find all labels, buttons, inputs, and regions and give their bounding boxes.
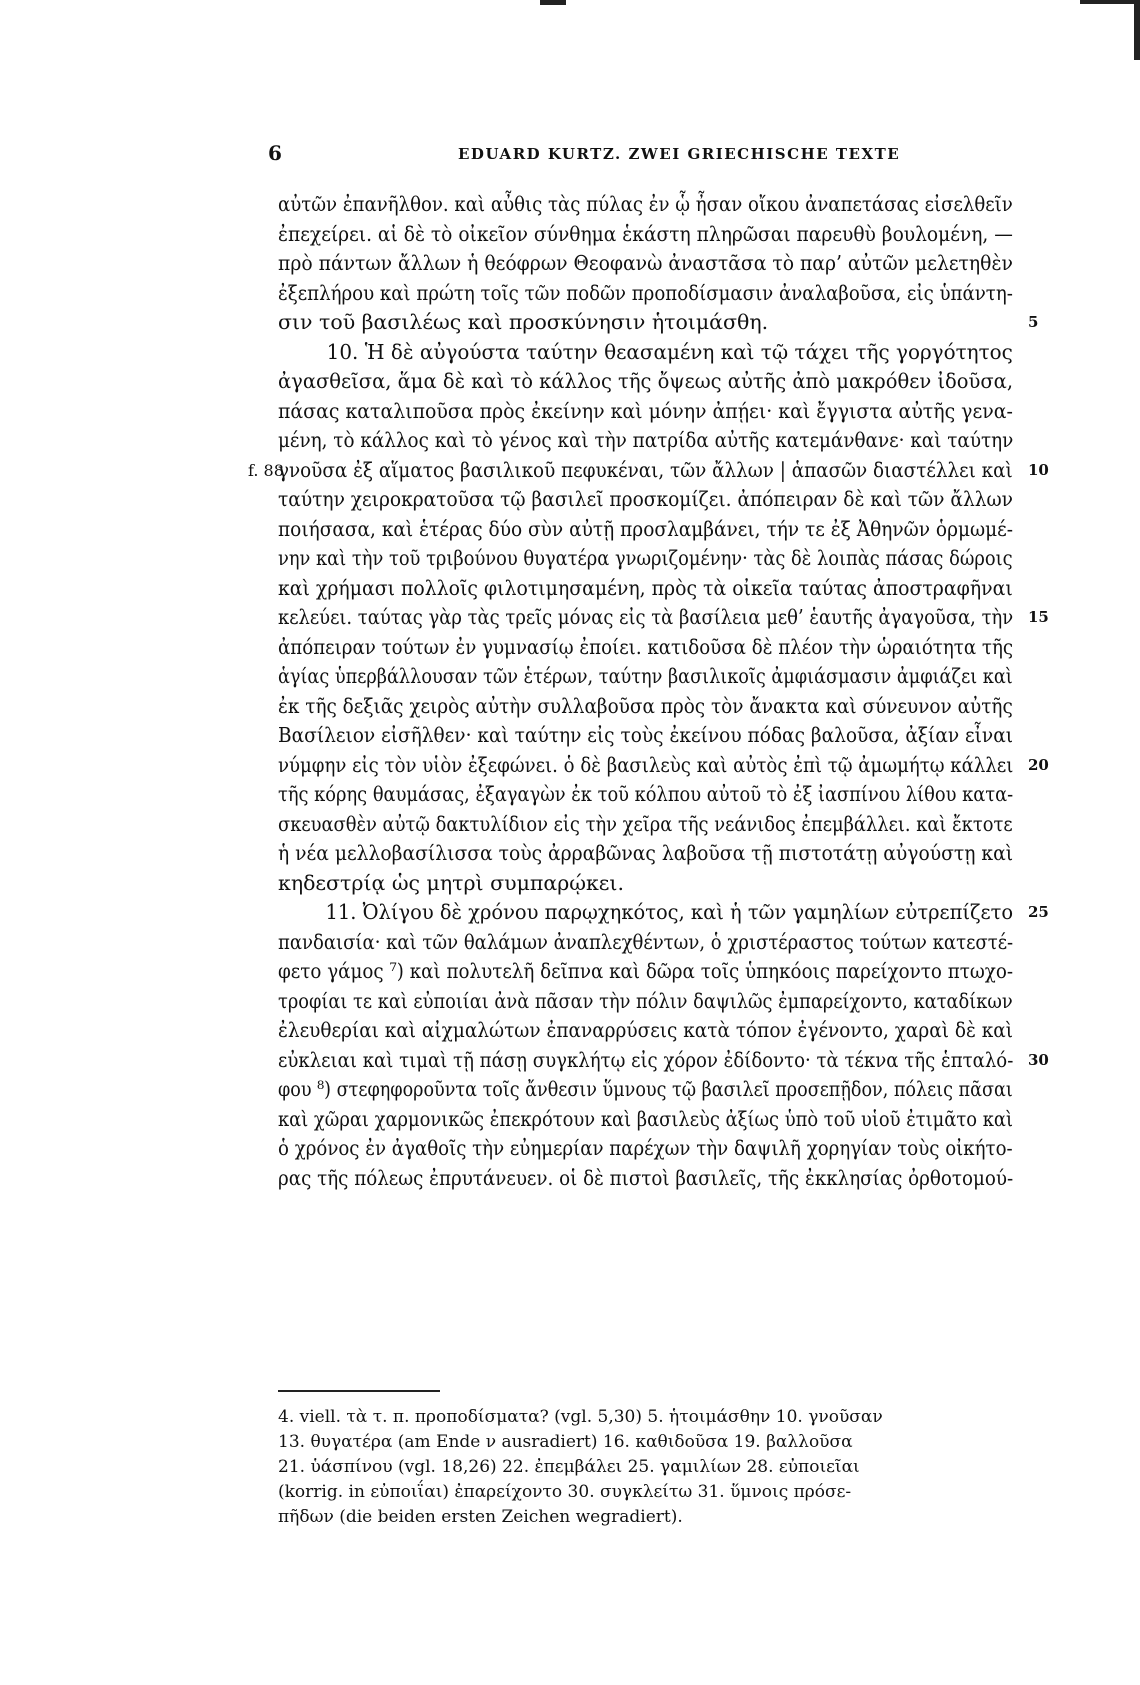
footnote-line xyxy=(278,1505,1028,1530)
top-edge-mark xyxy=(540,0,566,5)
text-line xyxy=(278,1046,1049,1076)
line-text: ταύτην χειροκρατοῦσα τῷ βασιλεῖ προσκομίζει. ἀπόπειραν δὲ καὶ τῶν ἄλλων xyxy=(278,487,1013,511)
line-number: 30 xyxy=(1028,1050,1049,1069)
footnote-text: 13. θυγατέρα (am Ende ν ausradiert) 16. καθιδοῦσα 19. βαλλοῦσα xyxy=(278,1432,853,1452)
running-head: EDUARD KURTZ. ZWEI GRIECHISCHE TEXTE xyxy=(458,145,901,163)
footnotes xyxy=(278,1405,1028,1530)
text-line xyxy=(278,987,1028,1017)
text-line xyxy=(278,544,1028,574)
footnote-divider xyxy=(278,1390,440,1392)
text-line xyxy=(278,810,1028,840)
footnote-line xyxy=(278,1480,1028,1505)
line-text: ἡ νέα μελλοβασίλισσα τοὺς ἀρραβῶνας λαβοῦσα τῇ πιστοτάτῃ αὐγούστῃ καὶ xyxy=(278,841,1014,865)
line-text: σιν τοῦ βασιλέως καὶ προσκύνησιν ἡτοιμάσθη. xyxy=(278,310,769,334)
footnote-line xyxy=(278,1430,1028,1455)
footnote-text: (korrig. in εὐποιΐαι) ἐπαρείχοντο 30. συγκλείτω 31. ὕμνοις πρόσε- xyxy=(278,1482,852,1502)
line-text: πρὸ πάντων ἄλλων ἡ θεόφρων Θεοφανὼ ἀναστᾶσα τὸ παρ’ αὐτῶν μελετηθὲν xyxy=(278,251,1013,275)
text-line xyxy=(278,662,1028,692)
text-line xyxy=(278,485,1028,515)
line-number: 10 xyxy=(1028,460,1049,479)
line-text: ποιήσασα, καὶ ἑτέρας δύο σὺν αὐτῇ προσλαμβάνει, τήν τε ἐξ Ἀθηνῶν ὁρμωμέ- xyxy=(278,516,1014,541)
text-line xyxy=(278,1105,1028,1135)
text-line xyxy=(278,957,1028,987)
text-line xyxy=(278,1134,1028,1164)
text-line xyxy=(278,279,1028,309)
text-line xyxy=(278,249,1028,279)
text-line xyxy=(278,338,1028,368)
page-header xyxy=(268,141,1028,167)
text-line xyxy=(278,721,1028,751)
text-line xyxy=(278,603,1049,633)
line-text: ἐπεχείρει. αἱ δὲ τὸ οἰκεῖον σύνθημα ἑκάστη πληρῶσαι παρευθὺ βουλομένη, — xyxy=(278,221,1013,246)
text-line xyxy=(278,780,1028,810)
line-text: νύμφην εἰς τὸν υἱὸν ἐξεφώνει. ὁ δὲ βασιλεὺς καὶ αὐτὸς ἐπὶ τῷ ἀμωμήτῳ κάλλει xyxy=(278,752,1014,777)
line-text: τροφίαι τε καὶ εὐποιίαι ἀνὰ πᾶσαν τὴν πόλιν δαψιλῶς ἐμπαρείχοντο, καταδίκων xyxy=(278,988,1013,1013)
line-text: ἀγασθεῖσα, ἅμα δὲ καὶ τὸ κάλλος τῆς ὄψεως αὐτῆς ἀπὸ μακρόθεν ἰδοῦσα, xyxy=(278,369,1014,393)
scan-corner-mark-horizontal xyxy=(1080,0,1140,4)
line-text: ἐκ τῆς δεξιᾶς χειρὸς αὐτὴν συλλαβοῦσα πρὸς τὸν ἄνακτα καὶ σύνευνον αὐτῆς xyxy=(278,693,1013,718)
line-text: ἐλευθερίαι καὶ αἰχμαλώτων ἐπαναρρύσεις κατὰ τόπον ἐγένοντο, χαραὶ δὲ καὶ xyxy=(278,1018,1013,1042)
line-text: πανδαισία· καὶ τῶν θαλάμων ἀναπλεχθέντων, ὁ χριστέραστος τούτων κατεστέ- xyxy=(278,929,1014,954)
text-line xyxy=(278,633,1028,663)
line-text: Βασίλειον εἰσῆλθεν· καὶ ταύτην εἰς τοὺς ἐκείνου πόδας βαλοῦσα, ἀξίαν εἶναι xyxy=(278,723,1014,747)
text-line xyxy=(278,869,1028,899)
folio-margin-note: f. 88 xyxy=(248,460,284,480)
line-text: 11. Ὀλίγου δὲ χρόνου παρῳχηκότος, καὶ ἡ τῶν γαμηλίων εὐτρεπίζετο xyxy=(325,900,1014,924)
page-number: 6 xyxy=(268,141,282,165)
text-line xyxy=(248,456,1049,486)
text-line xyxy=(278,426,1028,456)
text-line xyxy=(278,574,1028,604)
line-text: φου ⁸) στεφηφοροῦντα τοῖς ἄνθεσιν ὕμνους τῷ βασιλεῖ προσεπῇδον, πόλεις πᾶσαι xyxy=(278,1077,1013,1101)
line-number: 20 xyxy=(1028,755,1049,774)
text-line xyxy=(278,190,1028,220)
text-line xyxy=(278,898,1049,928)
text-line xyxy=(278,367,1028,397)
footnote-line xyxy=(278,1405,1028,1430)
line-text: καὶ χρήμασι πολλοῖς φιλοτιμησαμένη, πρὸς τὰ οἰκεῖα ταύτας ἀποστραφῆναι xyxy=(278,575,1013,600)
line-text: εὐκλειαι καὶ τιμαὶ τῇ πάσῃ συγκλήτῳ εἰς χόρον ἐδίδοντο· τὰ τέκνα τῆς ἑπταλό- xyxy=(278,1047,1014,1072)
line-text: ρας τῆς πόλεως ἐπρυτάνευεν. οἱ δὲ πιστοὶ βασιλεῖς, τῆς ἐκκλησίας ὀρθοτομού- xyxy=(278,1165,1014,1190)
line-number: 15 xyxy=(1028,608,1049,626)
line-text: τῆς κόρης θαυμάσας, ἐξαγαγὼν ἐκ τοῦ κόλπου αὐτοῦ τὸ ἐξ ἰασπίνου λίθου κατα- xyxy=(278,782,1014,806)
line-text: φετο γάμος ⁷) καὶ πολυτελῆ δεῖπνα καὶ δῶρα τοῖς ὑπηκόοις παρείχοντο πτωχο- xyxy=(278,959,1014,983)
text-line xyxy=(278,928,1028,958)
line-text: κελεύει. ταύτας γὰρ τὰς τρεῖς μόνας εἰς τὰ βασίλεια μεθ’ ἑαυτῆς ἀγαγοῦσα, τὴν xyxy=(278,605,1014,629)
line-text: σκευασθὲν αὐτῷ δακτυλίδιον εἰς τὴν χεῖρα τῆς νεάνιδος ἐπεμβάλλει. καὶ ἔκτοτε xyxy=(278,811,1013,836)
line-text: καὶ χῶραι χαρμονικῶς ἐπεκρότουν καὶ βασιλεὺς ἀξίως ὑπὸ τοῦ υἱοῦ ἐτιμᾶτο καὶ xyxy=(278,1106,1013,1131)
footnote-line xyxy=(278,1455,1028,1480)
line-number: 5 xyxy=(1028,313,1039,331)
line-text: αὐτῶν ἐπανῆλθον. καὶ αὖθις τὰς πύλας ἐν ᾧ ἦσαν οἴκου ἀναπετάσας εἰσελθεῖν xyxy=(278,192,1013,216)
main-text xyxy=(248,190,1049,1193)
footnote-text: 21. ὑάσπίνου (vgl. 18,26) 22. ἐπεμβάλει 25. γαμιλίων 28. εὐποιεῖαι xyxy=(278,1457,860,1477)
line-text: ὁ χρόνος ἐν ἀγαθοῖς τὴν εὐημερίαν παρέχων τὴν δαψιλῆ χορηγίαν τοὺς οἰκήτο- xyxy=(278,1136,1013,1160)
footnote-text: πῆδων (die beiden ersten Zeichen wegradiert). xyxy=(278,1507,683,1527)
text-line xyxy=(278,220,1028,250)
line-text: ἁγίας ὑπερβάλλουσαν τῶν ἑτέρων, ταύτην βασιλικοῖς ἀμφιάσμασιν ἀμφιάζει καὶ xyxy=(278,664,1013,688)
text-line xyxy=(278,1164,1028,1194)
line-text: πάσας καταλιποῦσα πρὸς ἐκείνην καὶ μόνην ἀπῄει· καὶ ἔγγιστα αὐτῆς γενα- xyxy=(278,398,1013,423)
text-line xyxy=(278,1016,1028,1046)
text-line xyxy=(278,515,1028,545)
text-line xyxy=(278,308,1039,338)
text-line xyxy=(278,692,1028,722)
line-number: 25 xyxy=(1028,903,1049,921)
line-text: κηδεστρίᾳ ὡς μητρὶ συμπαρῴκει. xyxy=(278,870,624,895)
text-line xyxy=(278,751,1049,781)
footnote-text: 4. viell. τὰ τ. π. προποδίσματα? (vgl. 5,30) 5. ἡτοιμάσθην 10. γνοῦσαν xyxy=(278,1407,883,1427)
line-text: νην καὶ τὴν τοῦ τριβούνου θυγατέρα γνωριζομένην· τὰς δὲ λοιπὰς πάσας δώροις xyxy=(278,546,1013,570)
line-text: ἀπόπειραν τούτων ἐν γυμνασίῳ ἐποίει. κατιδοῦσα δὲ πλέον τὴν ὡραιότητα τῆς xyxy=(278,634,1014,659)
line-text: ἐξεπλήρου καὶ πρώτη τοῖς τῶν ποδῶν προποδίσμασιν ἀναλαβοῦσα, εἰς ὑπάντη- xyxy=(278,280,1013,305)
line-text: γνοῦσα ἐξ αἵματος βασιλικοῦ πεφυκέναι, τῶν ἄλλων | ἁπασῶν διαστέλλει καὶ xyxy=(278,457,1013,482)
line-text: μένη, τὸ κάλλος καὶ τὸ γένος καὶ τὴν πατρίδα αὐτῆς κατεμάνθανε· καὶ ταύτην xyxy=(278,428,1014,452)
text-line xyxy=(278,1075,1028,1105)
scan-corner-mark xyxy=(1134,0,1140,60)
line-text: 10. Ἡ δὲ αὐγούστα ταύτην θεασαμένη καὶ τῷ τάχει τῆς γοργότητος xyxy=(326,339,1013,364)
text-line xyxy=(278,839,1028,869)
text-line xyxy=(278,397,1028,427)
